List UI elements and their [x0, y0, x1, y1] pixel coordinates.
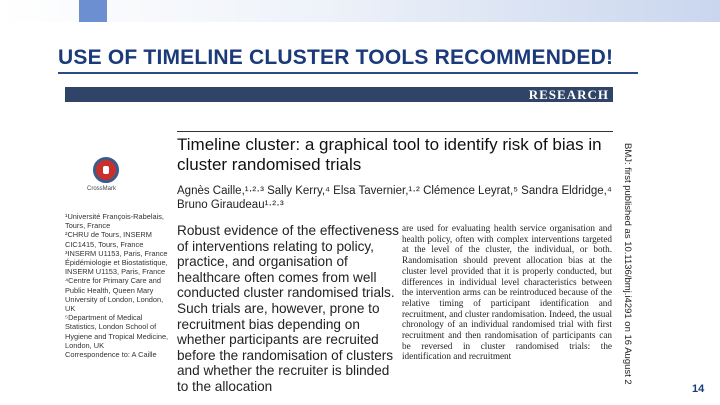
slide-title: USE OF TIMELINE CLUSTER TOOLS RECOMMENDED! [58, 46, 614, 69]
affiliation-line: Statistics, London School of [65, 322, 157, 332]
journal-section-bar [65, 87, 613, 102]
title-underline [58, 72, 638, 74]
vertical-citation-note [621, 143, 635, 385]
abstract-lead: Robust evidence of the effectiveness of interventions relating to policy, practice, and organisation of healthcare often comes from well conducted cluster randomised trials. Such trials are, however, prone to recruitment bias depending on whether participants are recruited before the randomisation of clusters and whether the recruiter is blinded to the allocation [177, 223, 399, 394]
page-number: 14 [692, 383, 705, 395]
affiliation-line: ³INSERM U1153, Paris, France [65, 248, 168, 258]
vertical-citation-text: BMJ: first published as 10.1136/bmj.i4291 on 16 August 2 [622, 143, 633, 385]
affiliation-line: ⁴Centre for Primary Care and [65, 276, 162, 286]
authors-line-2: Bruno Giraudeau¹·²·³ [177, 199, 284, 211]
top-banner [0, 0, 720, 22]
crossmark-label: CrossMark [87, 186, 117, 192]
authors-line-1: Agnès Caille,¹·²·³ Sally Kerry,⁴ Elsa Tavernier,¹·² Clémence Leyrat,⁵ Sandra Eldridge,⁴ [177, 185, 612, 197]
affiliation-line: Épidémiologie et Biostatistique, [65, 258, 168, 268]
affiliation-line: Tours, France [65, 221, 111, 231]
affiliation-line: UK [65, 304, 76, 314]
author-list [177, 184, 617, 212]
affiliation-line: University of London, London, [65, 294, 164, 304]
body-text: are used for evaluating health service organisation and health policy, often with complex interventions targeted at the level of the cluster, the individual, or both. Randomisation should prevent allocation bias at the cluster level provided that it is properly conducted, but differences in individual level characteristics between the intervention arms can be reintroduced because of the relative timing of participant identification and recruitment, and cluster randomisation. Indeed, the usual chronology of an individual randomised trial with first recruitment and then randomisation of participants can be reversed in cluster randomised trials: the identification and recruitment [402, 223, 612, 362]
affiliation-line: ⁵Department of Medical [65, 313, 143, 323]
affiliation-line: INSERM U1153, Paris, France [65, 267, 166, 277]
affiliation-line: Correspondence to: A Caille [65, 350, 157, 360]
affiliation-line: London, UK [65, 340, 105, 350]
paper-title: Timeline cluster: a graphical tool to identify risk of bias in cluster randomised trials [177, 135, 602, 174]
affiliation-line: CIC1415, Tours, France [65, 239, 144, 249]
affiliations [65, 212, 169, 359]
banner-accent-square [79, 0, 107, 22]
affiliation-line: ²CHRU de Tours, INSERM [65, 230, 152, 240]
header-rule [177, 131, 613, 132]
crossmark-icon[interactable] [93, 157, 119, 183]
paper-screenshot [65, 87, 640, 394]
affiliation-line: Hygiene and Tropical Medicine, [65, 331, 169, 341]
section-label: RESEARCH [528, 87, 609, 102]
crossmark-bookmark-shape [103, 166, 109, 174]
affiliation-line: ¹Université François-Rabelais, [65, 212, 164, 221]
affiliation-line: Public Health, Queen Mary [65, 285, 154, 295]
